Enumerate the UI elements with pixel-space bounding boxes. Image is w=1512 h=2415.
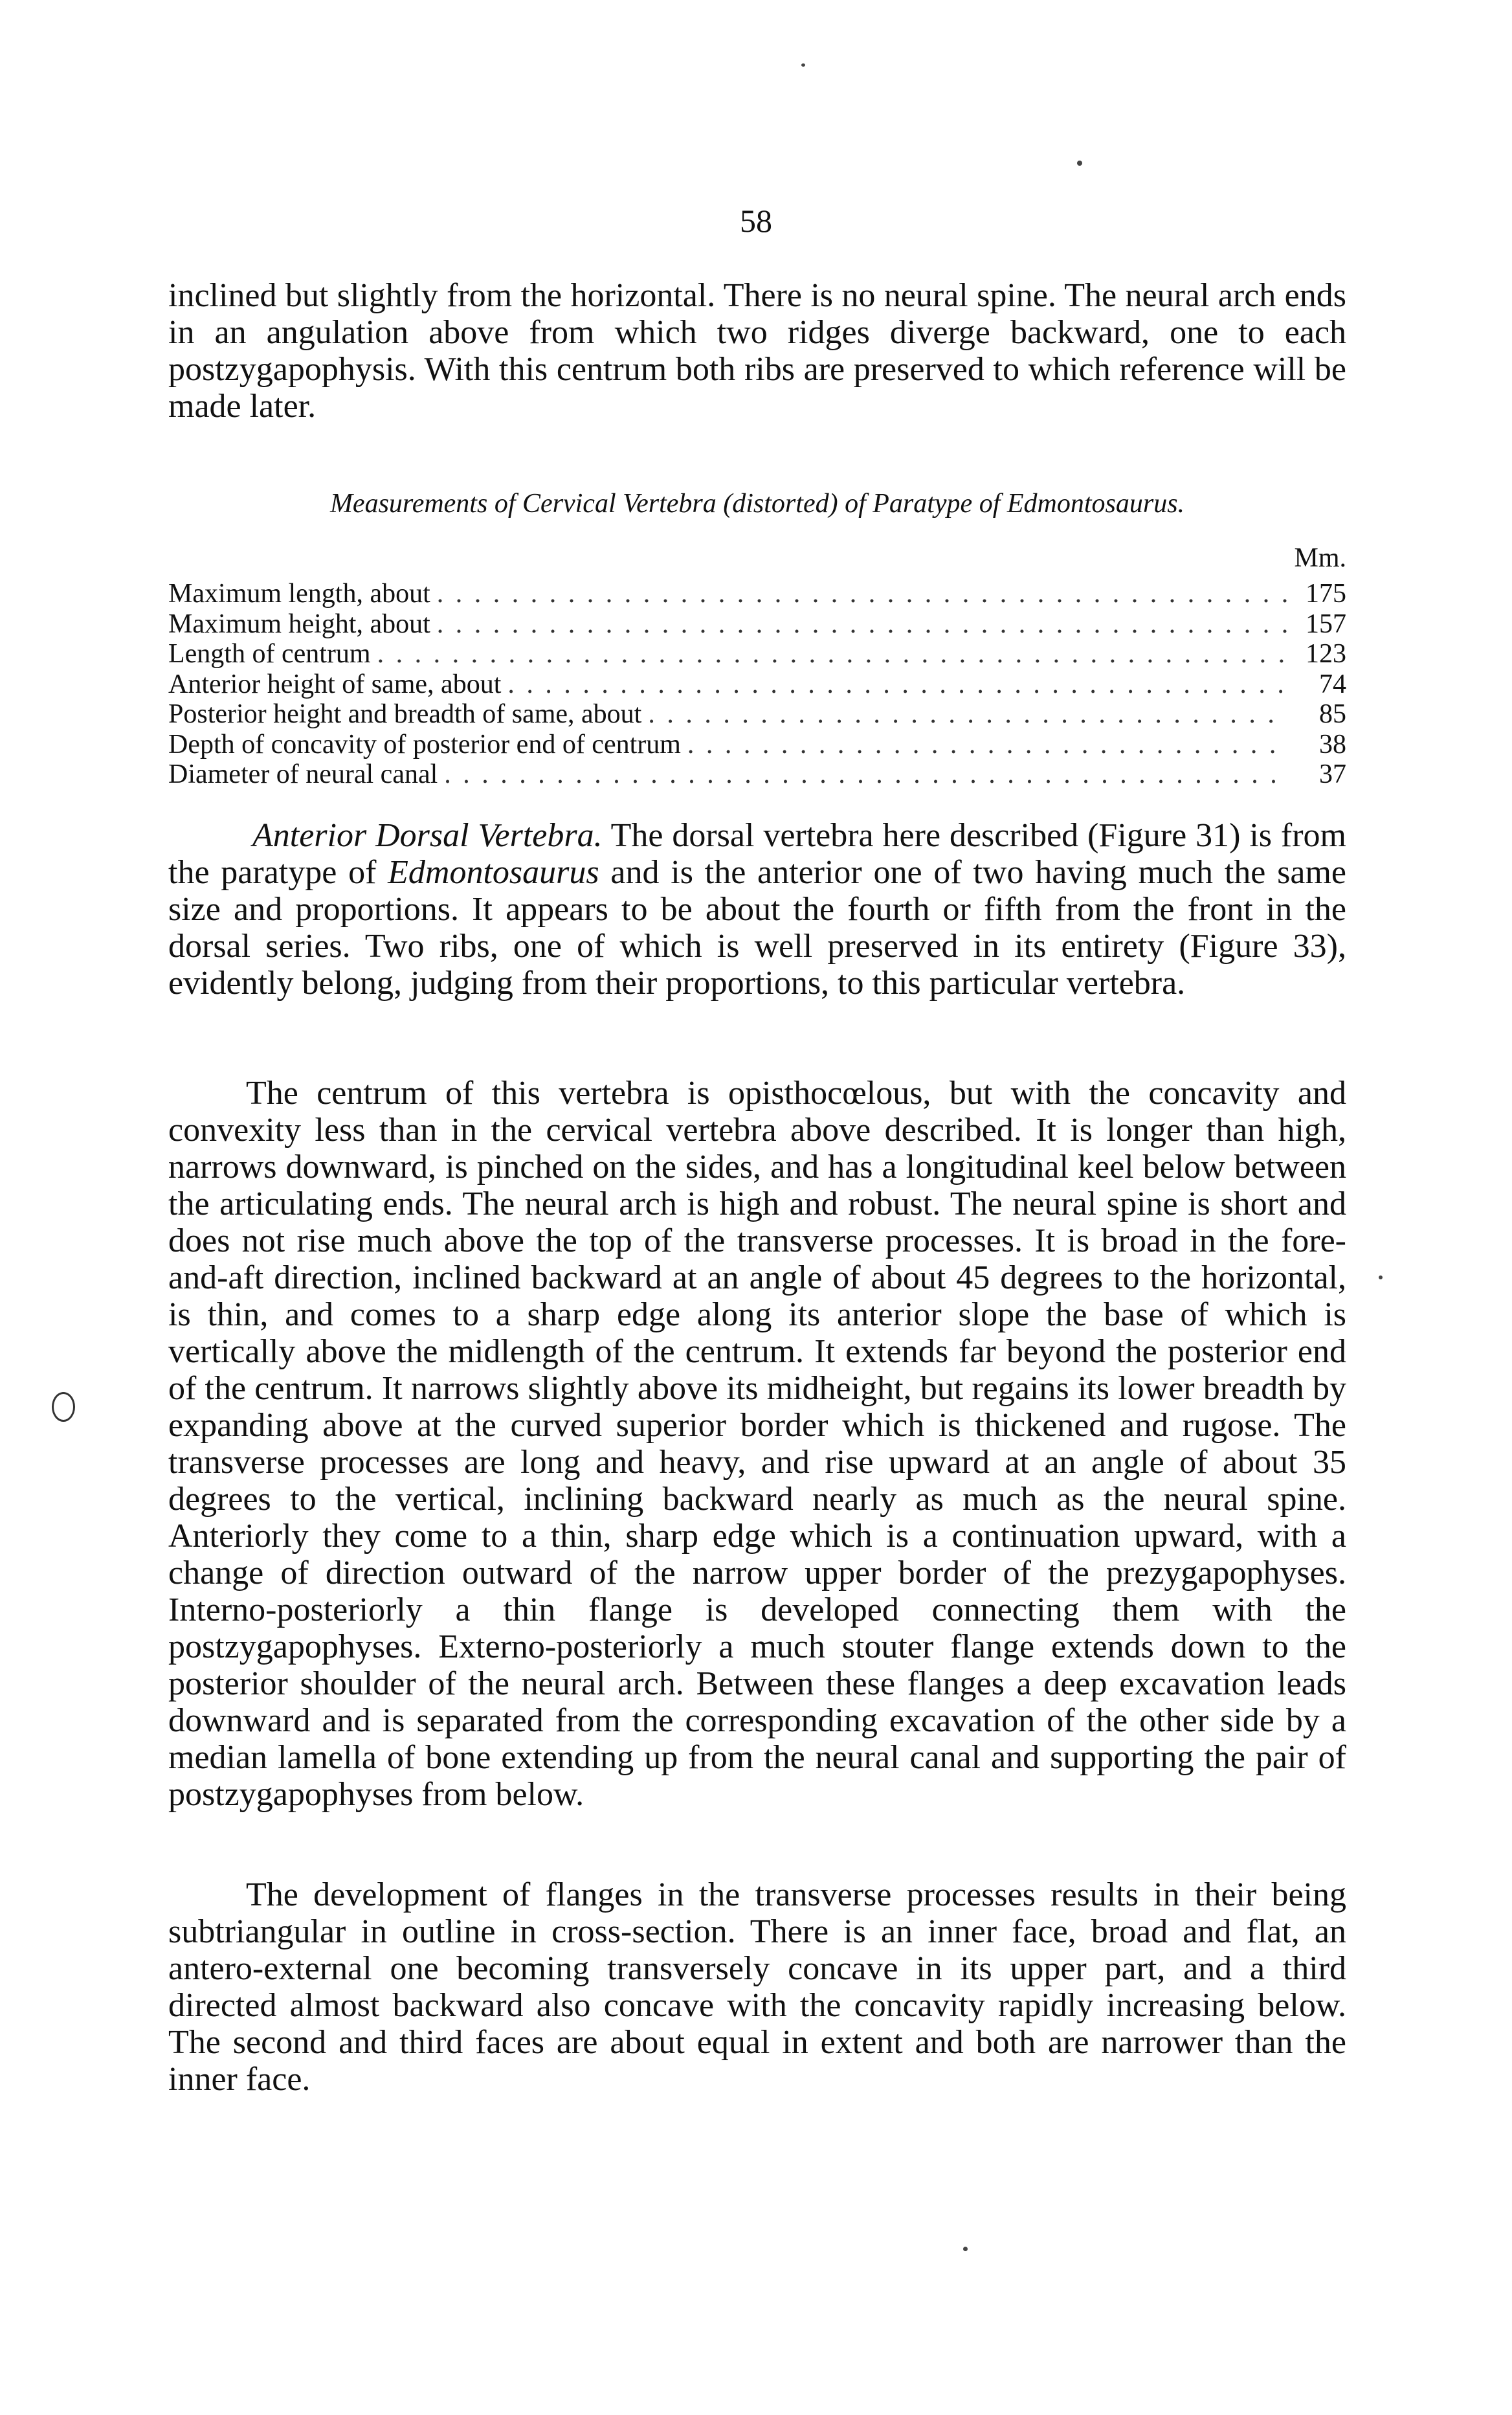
measurement-row [168, 699, 1346, 730]
measurement-label: Length of centrum [168, 639, 371, 669]
scan-ring-mark [52, 1392, 75, 1422]
measurements-table-title: Measurements of Cervical Vertebra (distorted) of Paratype of Edmontosaurus. [329, 489, 1185, 519]
measurements-table [168, 579, 1346, 790]
section-heading: Anterior Dorsal Vertebra. [252, 817, 603, 854]
measurement-label: Depth of concavity of posterior end of centrum [168, 729, 681, 759]
measurement-label: Maximum height, about [168, 609, 430, 639]
measurement-row [168, 639, 1346, 669]
page-number: 58 [740, 203, 772, 239]
measurement-row [168, 669, 1346, 700]
genus-name: Edmontosaurus [388, 854, 599, 891]
leader-dots [437, 609, 1288, 640]
measurement-value: 157 [1306, 609, 1346, 639]
measurement-label: Maximum length, about [168, 579, 430, 609]
leader-dots [507, 669, 1288, 700]
measurement-row [168, 609, 1346, 640]
paragraph-text: and is the anterior one of two having much the same size and proportions. It appears to be about the fourth or fifth from the front in the dorsal series. Two ribs, one of which is well preserved in its entirety (Figure 33), evidently belong, judging from their proportions, to this particular vertebra. [168, 854, 1346, 1002]
leader-dots [444, 759, 1288, 790]
measurement-value: 123 [1306, 639, 1346, 669]
paragraph-centrum-description: The centrum of this vertebra is opisthocœlous, but with the concavity and convexity less than in the cervical vertebra above described. It is longer than high, narrows downward, is pinched on the sides, and has a longitudinal keel below between the articulating ends. The neural arch is high and robust. The neural spine is short and does not rise much above the top of the transverse processes. It is broad in the fore-and-aft direction, inclined backward at an angle of about 45 degrees to the horizontal, is thin, and comes to a sharp edge along its anterior slope the base of which is vertically above the midlength of the centrum. It extends far beyond the posterior end of the centrum. It narrows slightly above its midheight, but regains its lower breadth by expanding above at the curved superior border which is thickened and rugose. The transverse processes are long and heavy, and rise upward at an angle of about 35 degrees to the vertical, inclining backward nearly as much as the neural spine. Anteriorly they come to a thin, sharp edge which is a continuation upward, with a change of direction outward of the narrow upper border of the prezygapophyses. Interno-posteriorly a thin flange is developed connecting them with the postzygapophyses. Externo-posteriorly a much stouter flange extends down to the posterior shoulder of the neural arch. Between these flanges a deep excavation leads downward and is separated from the corresponding excavation of the other side by a median lamella of bone extending up from the neural canal and supporting the pair of postzygapophyses from below. [168, 1075, 1346, 1813]
scan-speck [963, 2247, 968, 2251]
paragraph-flanges: The development of flanges in the transverse processes results in their being subtriangular in outline in cross-section. There is an inner face, broad and flat, an antero-external one becoming transversely concave in its upper part, and a third directed almost backward also concave with the concavity rapidly increasing below. The second and third faces are about equal in extent and both are narrower than the inner face. [168, 1876, 1346, 2098]
scan-speck [801, 63, 805, 67]
measurement-row [168, 730, 1346, 760]
leader-dots [377, 639, 1288, 669]
measurement-label: Diameter of neural canal [168, 759, 438, 789]
measurement-label: Posterior height and breadth of same, about [168, 699, 642, 729]
paragraph-continuation: inclined but slightly from the horizontal. There is no neural spine. The neural arch ends in an angulation above from which two ridges diverge backward, one to each postzygapophysis. With this centrum both ribs are preserved to which reference will be made later. [168, 277, 1346, 425]
measurement-value: 175 [1306, 579, 1346, 609]
measurement-value: 38 [1319, 729, 1346, 759]
measurement-value: 74 [1319, 669, 1346, 699]
measurement-value: 85 [1319, 699, 1346, 729]
leader-dots [648, 699, 1288, 730]
scan-speck [1379, 1275, 1383, 1279]
leader-dots [687, 730, 1288, 760]
paragraph-text: The dorsal vertebra here described (Figure 31) is from the paratype of [168, 817, 1346, 891]
leader-dots [437, 579, 1288, 609]
measurements-unit-label: Mm. [1294, 543, 1346, 573]
measurement-row [168, 579, 1346, 609]
scan-speck [1077, 161, 1082, 166]
measurement-row [168, 759, 1346, 790]
measurement-label: Anterior height of same, about [168, 669, 502, 699]
paragraph-anterior-dorsal-vertebra [168, 817, 1346, 1002]
measurement-value: 37 [1319, 759, 1346, 789]
